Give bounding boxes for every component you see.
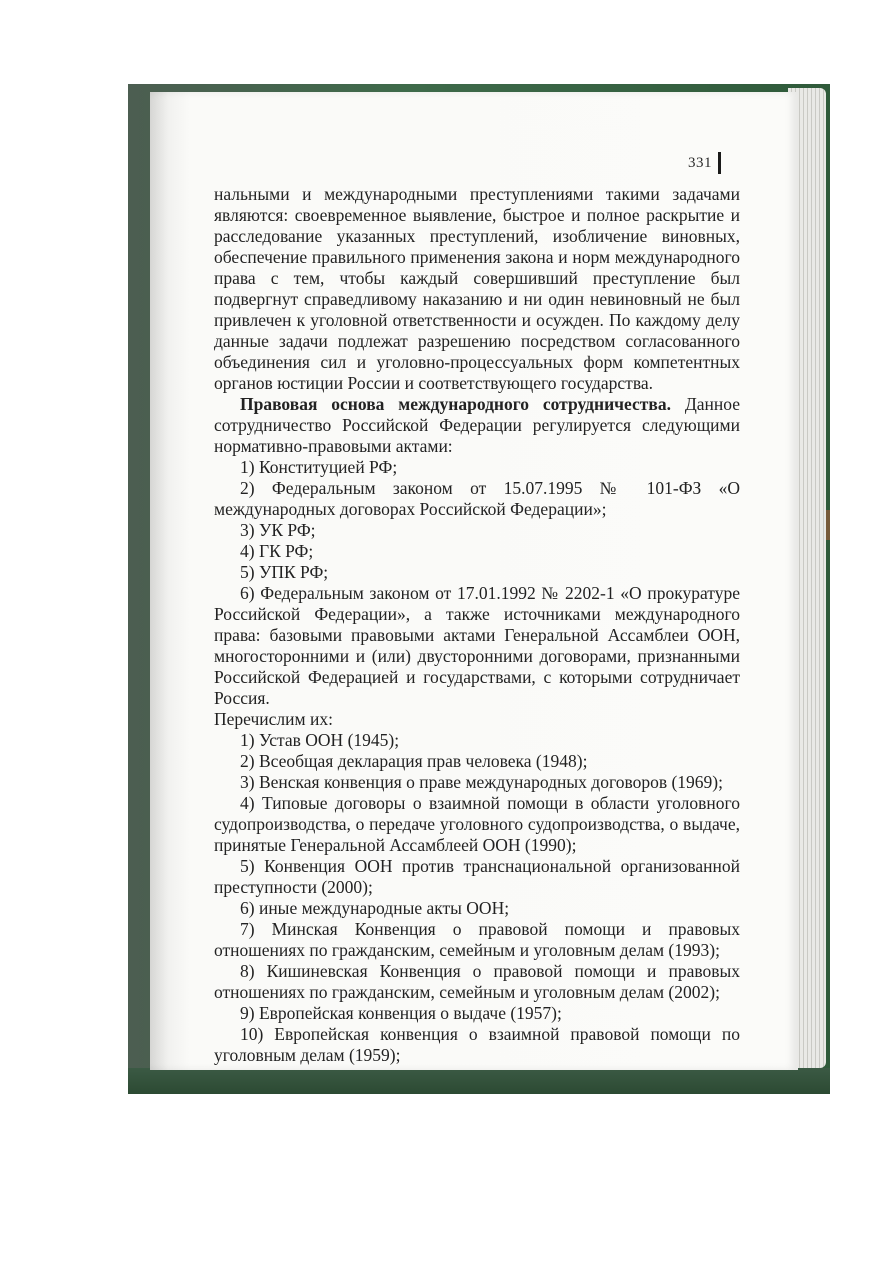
list-item: 6) Федеральным законом от 17.01.1992 № 2202-1 «О прокуратуре Российской Федерации», а также источниками международного права: базовыми правовыми актами Генеральной Ассамблеи ООН, многосторонними и (или) двусторонними договорами, признанными Российской Федерацией и государствами, с которыми сотрудничает Россия. [214, 583, 740, 708]
section-heading: Правовая основа международного сотрудничества. [240, 394, 671, 414]
list-item: 3) Венская конвенция о праве международных договоров (1969); [240, 772, 724, 792]
list-item: 4) Типовые договоры о взаимной помощи в области уголовного судопроизводства, о передаче уголовного судопроизводства, о выдаче, принятые Генеральной Ассамблеей ООН (1990); [214, 793, 740, 855]
list-item: 1) Устав ООН (1945); [240, 730, 400, 750]
page-number-bar [718, 152, 721, 174]
list-item: 6) иные международные акты ООН; [240, 898, 510, 918]
list-item: 1) Конституцией РФ; [240, 457, 398, 477]
list-item: 2) Федеральным законом от 15.07.1995 № 101-ФЗ «О международных договорах Российской Федерации»; [214, 478, 740, 519]
list-item: 10) Европейская конвенция о взаимной правовой помощи по уголовным делам (1959); [214, 1024, 740, 1065]
page-text [214, 184, 740, 1066]
list-item: 7) Минская Конвенция о правовой помощи и правовых отношениях по гражданским, семейным и уголовным делам (1993); [214, 919, 740, 960]
page-number: 331 [688, 154, 712, 171]
list-item: 4) ГК РФ; [240, 541, 314, 561]
list-item: 3) УК РФ; [240, 520, 316, 540]
list-item: 5) Конвенция ООН против транснациональной организованной преступности (2000); [214, 856, 740, 897]
book-cover-bottom [128, 1068, 830, 1094]
paragraph-enumerate: Перечислим их: [214, 709, 333, 729]
section-intro-text: Данное сотрудничество Российской Федерации регулируется следующими нормативно-правовыми актами: [214, 394, 740, 456]
list-item: 5) УПК РФ; [240, 562, 329, 582]
list-item: 8) Кишиневская Конвенция о правовой помощи и правовых отношениях по гражданским, семейным и уголовным делам (2002); [214, 961, 740, 1002]
list-item: 2) Всеобщая декларация прав человека (1948); [240, 751, 588, 771]
paragraph-continuation: нальными и международными преступлениями такими задачами являются: своевременное выявление, быстрое и полное раскрытие и расследование указанных преступлений, изобличение виновных, обеспечение правильного применения закона и норм международного права с тем, чтобы каждый совершивший преступление был подвергнут справедливому наказанию и ни один невиновный не был привлечен к уголовной ответственности и осужден. По каждому делу данные задачи подлежат разрешению посредством согласованного объединения сил и уголовно-процессуальных форм компетентных органов юстиции России и соответствующего государства. [214, 184, 740, 393]
page-number-area [688, 152, 721, 174]
paragraph-legal-basis [214, 394, 740, 457]
list-item: 9) Европейская конвенция о выдаче (1957); [240, 1003, 562, 1023]
